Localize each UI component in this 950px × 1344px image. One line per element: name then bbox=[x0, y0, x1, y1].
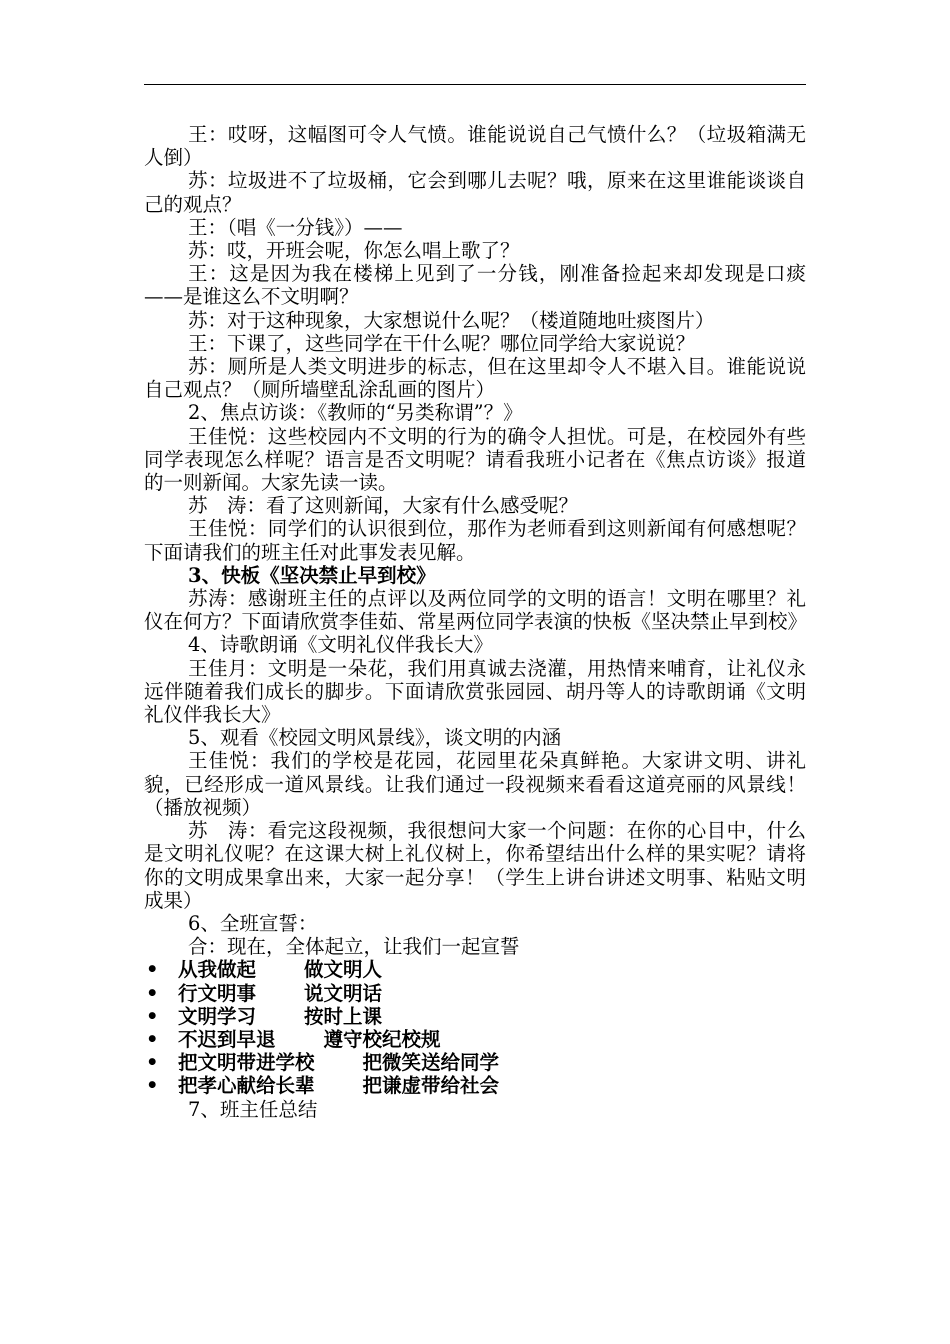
oath-phrase-first: 从我做起 bbox=[178, 958, 257, 982]
oath-item bbox=[144, 982, 806, 1005]
oath-phrase-second: 说文明话 bbox=[304, 981, 383, 1005]
oath-phrase-first: 文明学习 bbox=[178, 1004, 257, 1028]
oath-item bbox=[144, 1005, 806, 1028]
oath-item bbox=[144, 1028, 806, 1051]
paragraph: 苏 涛：看完这段视频，我很想问大家一个问题：在你的心目中，什么是文明礼仪呢？在这课大树上礼仪树上，你希望结出什么样的果实呢？请将你的文明成果拿出来，大家一起分享！（学生上讲台讲述文明事、粘贴文明成果） bbox=[144, 819, 806, 912]
bullet-icon: • bbox=[146, 1004, 159, 1028]
paragraph: 王：（唱《一分钱》）—— bbox=[188, 215, 403, 239]
paragraph: 王佳悦：我们的学校是花园，花园里花朵真鲜艳。大家讲文明、讲礼貌，已经形成一道风景线。让我们通过一段视频来看看这道亮丽的风景线！（播放视频） bbox=[144, 749, 806, 819]
paragraph: 王佳月：文明是一朵花，我们用真诚去浇灌，用热情来哺育，让礼仪永远伴随着我们成长的脚步。下面请欣赏张园园、胡丹等人的诗歌朗诵《文明礼仪伴我长大》 bbox=[144, 656, 806, 727]
paragraph: 4、诗歌朗诵《文明礼仪伴我长大》 bbox=[188, 633, 493, 657]
bullet-icon: • bbox=[146, 1027, 159, 1051]
paragraph: 王：下课了，这些同学在干什么呢？哪位同学给大家说说？ bbox=[188, 331, 696, 355]
paragraph: 苏：垃圾进不了垃圾桶，它会到哪儿去呢？哦，原来在这里谁能谈谈自己的观点？ bbox=[144, 169, 806, 216]
bullet-icon: • bbox=[146, 1074, 159, 1098]
paragraph: 王：这是因为我在楼梯上见到了一分钱，刚准备捡起来却发现是口痰——是谁这么不文明啊？ bbox=[144, 262, 806, 309]
oath-item bbox=[144, 1074, 806, 1097]
oath-phrase-second: 把微笑送给同学 bbox=[362, 1051, 500, 1075]
document-body bbox=[144, 123, 806, 1121]
oath-list bbox=[144, 958, 806, 1097]
oath-phrase-second: 按时上课 bbox=[304, 1004, 383, 1028]
header-rule bbox=[144, 84, 806, 85]
bullet-icon: • bbox=[146, 1051, 159, 1075]
paragraph: 苏：对于这种现象，大家想说什么呢？（楼道随地吐痰图片） bbox=[188, 308, 715, 332]
paragraph: 2、焦点访谈：《教师的“另类称谓”？》 bbox=[188, 401, 523, 425]
oath-phrase-first: 不迟到早退 bbox=[178, 1027, 276, 1051]
paragraph: 苏涛：感谢班主任的点评以及两位同学的文明的语言！文明在哪里？礼仪在何方？下面请欣赏李佳茹、常星两位同学表演的快板《坚决禁止早到校》 bbox=[144, 587, 808, 634]
oath-phrase-first: 行文明事 bbox=[178, 981, 257, 1005]
oath-phrase-first: 把文明带进学校 bbox=[178, 1051, 315, 1075]
bullet-icon: • bbox=[146, 958, 159, 982]
paragraph: 苏：厕所是人类文明进步的标志，但在这里却令人不堪入目。谁能说说自己观点？（厕所墙壁乱涂乱画的图片） bbox=[144, 355, 806, 402]
paragraph: 6、全班宣誓： bbox=[188, 911, 318, 935]
oath-phrase-second: 把谦虚带给社会 bbox=[362, 1074, 500, 1098]
paragraph: 3、快板《坚决禁止早到校》 bbox=[188, 563, 436, 587]
paragraph: 5、观看《校园文明风景线》，谈文明的内涵 bbox=[188, 726, 562, 750]
oath-item bbox=[144, 958, 806, 981]
paragraph: 苏 涛：看了这则新闻，大家有什么感受呢？ bbox=[188, 494, 579, 518]
oath-phrase-second: 遵守校纪校规 bbox=[323, 1027, 441, 1051]
paragraph: 王佳悦：这些校园内不文明的行为的确令人担忧。可是，在校园外有些同学表现怎么样呢？语言是否文明呢？请看我班小记者在《焦点访谈》报道的一则新闻。大家先读一读。 bbox=[144, 424, 806, 495]
paragraph: 王佳悦：同学们的认识很到位，那作为老师看到这则新闻有何感想呢？下面请我们的班主任对此事发表见解。 bbox=[144, 517, 806, 564]
paragraph-list bbox=[144, 123, 806, 958]
oath-phrase-first: 把孝心献给长辈 bbox=[178, 1074, 315, 1098]
oath-item bbox=[144, 1051, 806, 1074]
paragraph: 苏：哎，开班会呢，你怎么唱上歌了？ bbox=[188, 239, 520, 263]
paragraph: 合：现在，全体起立，让我们一起宣誓 bbox=[188, 935, 520, 959]
paragraph: 王：哎呀，这幅图可令人气愤。谁能说说自己气愤什么？（垃圾箱满无人倒） bbox=[144, 123, 806, 170]
oath-phrase-second: 做文明人 bbox=[304, 958, 383, 982]
bullet-icon: • bbox=[146, 981, 159, 1005]
closing-line: 7、班主任总结 bbox=[188, 1097, 318, 1121]
